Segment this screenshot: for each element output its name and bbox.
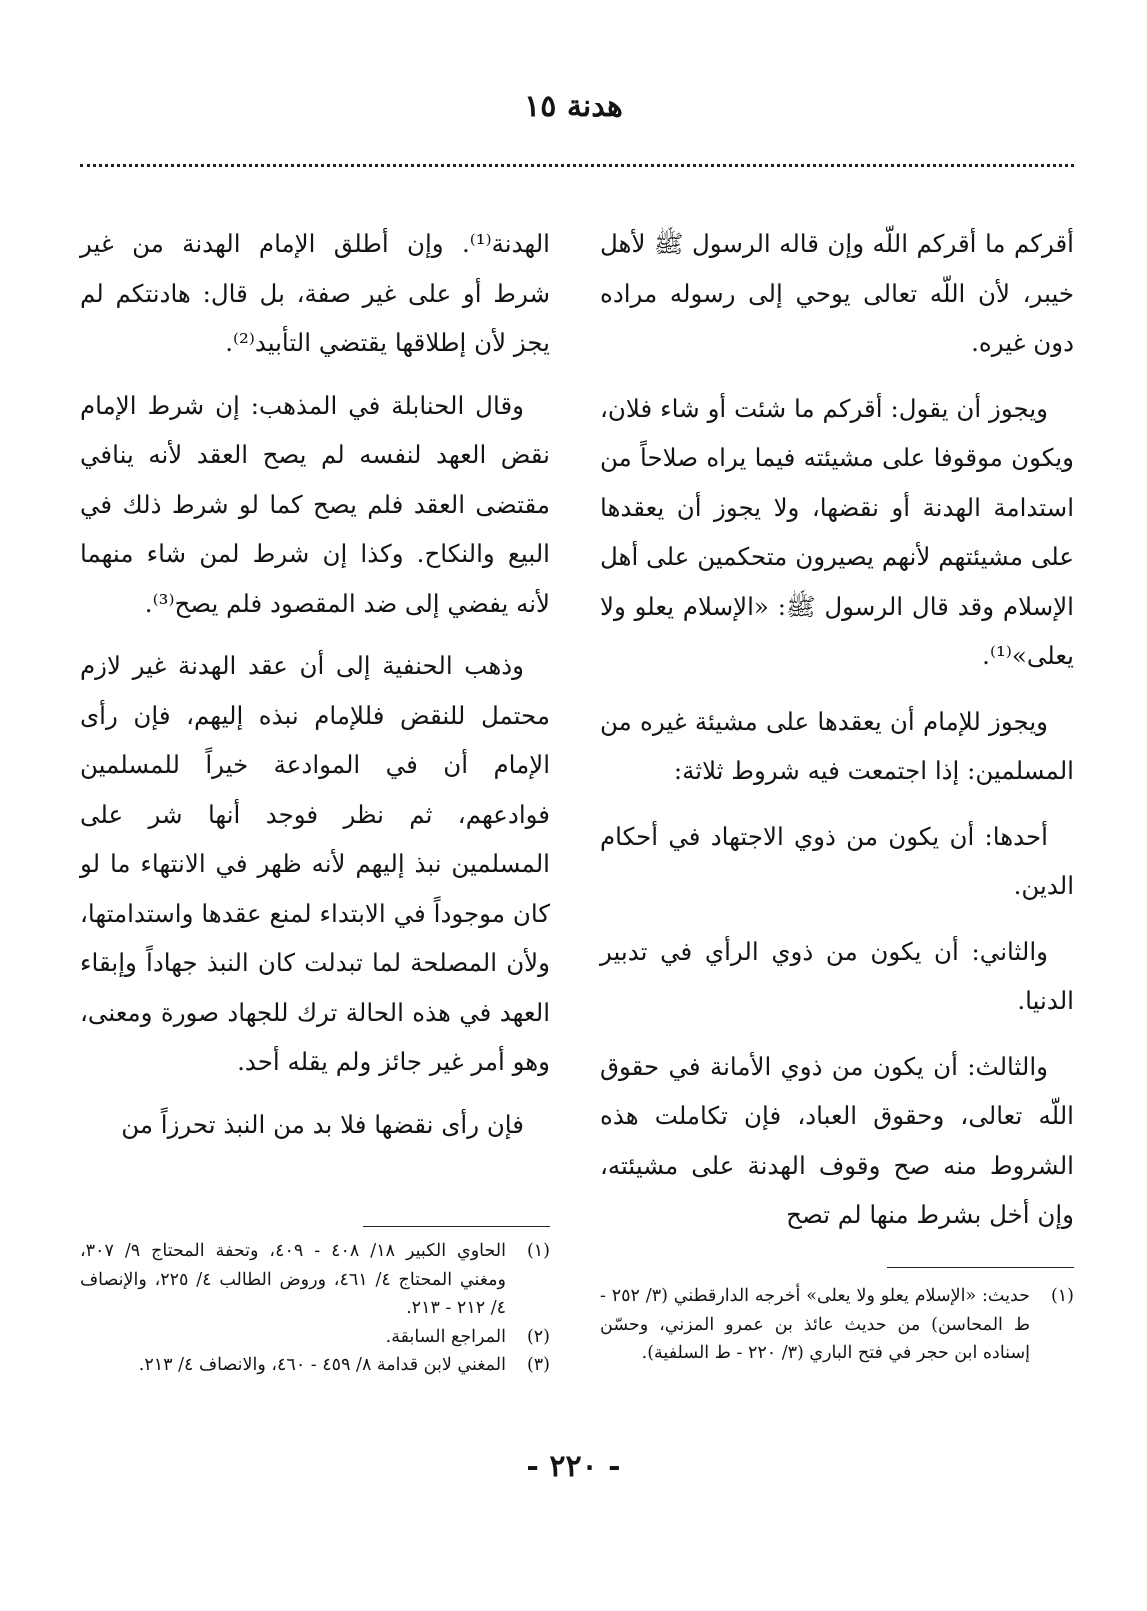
left-paragraph-4: فإن رأى نقضها فلا بد من النبذ تحرزاً من [121,1109,524,1139]
footnote-number: (١) [526,1241,550,1261]
left-column [80,219,550,1162]
footnote [600,1282,1074,1368]
footnote [80,1323,550,1352]
right-paragraph-1: أقركم ما أقركم اللّه وإن قاله الرسول ﷺ لأهل خيبر، لأن اللّه تعالى يوحي إلى رسوله مراده دون غيره. [600,229,1074,357]
footnote-text: حديث: «الإسلام يعلو ولا يعلى» أخرجه الدارقطني (٣/ ٢٥٢ - ط المحاسن) من حديث عائذ بن عمرو المزني، وحسّن إسناده ابن حجر في فتح الباري (٣/ ٢٢٠ - ط السلفية). [600,1286,1030,1363]
footnote-number: (٣) [526,1355,550,1375]
right-paragraph-6: والثالث: أن يكون من ذوي الأمانة في حقوق اللّه تعالى، وحقوق العباد، فإن تكاملت هذه الشروط منه صح وقوف الهدنة على مشيئته، وإن أخل بشرط منها لم تصح [600,1051,1074,1229]
footnote [80,1351,550,1380]
footnote-number: (٢) [526,1326,550,1347]
right-paragraph-2: ويجوز أن يقول: أقركم ما شئت أو شاء فلان، ويكون موقوفا على مشيئته فيما يراه صلاحاً من استدامة الهدنة أو نقضها، ولا يجوز أن يعقدها على مشيئتهم لأنهم يصيرون متحكمين على أهل الإسلام وقد قال الرسول ﷺ: «الإسلام يعلو ولا يعلى»⁽¹⁾. [600,393,1074,670]
footnote [80,1237,550,1323]
right-footnotes [600,1282,1074,1368]
left-footnotes [80,1237,550,1380]
right-paragraph-5: والثاني: أن يكون من ذوي الرأي في تدبير الدنيا. [600,936,1074,1015]
right-paragraph-4: أحدها: أن يكون من ذوي الاجتهاد في أحكام الدين. [600,821,1074,900]
left-paragraph-3: وذهب الحنفية إلى أن عقد الهدنة غير لازم محتمل للنقض فللإمام نبذه إليهم، فإن رأى الإمام أن في الموادعة خيراً للمسلمين فوادعهم، ثم نظر فوجد أنها شر على المسلمين نبذ إليهم لأنه ظهر في الانتهاء ما لو كان موجوداً في الابتداء لمنع عقدها واستدامتها، ولأن المصلحة لما تبدلت كان النبذ جهاداً وإبقاء العهد في هذه الحالة ترك للجهاد صورة ومعنى، وهو أمر غير جائز ولم يقله أحد. [80,651,550,1076]
page-number: - ٢٢٠ - [526,1449,621,1484]
left-paragraph-2: وقال الحنابلة في المذهب: إن شرط الإمام نقض العهد لنفسه لم يصح العقد لأنه ينافي مقتضى العقد فلم يصح كما لو شرط ذلك في البيع والنكاح. وكذا إن شرط لمن شاء منهما لأنه يفضي إلى ضد المقصود فلم يصح⁽³⁾. [80,390,550,618]
left-footnote-divider [363,1226,550,1227]
page-title: هدنة ١٥ [524,89,623,124]
right-column [600,219,1074,1256]
footnote-text: المراجع السابقة. [385,1326,506,1347]
footnote-text: المغني لابن قدامة ٨/ ٤٥٩ - ٤٦٠، والانصاف ٤/ ٢١٣. [138,1355,506,1375]
header-dotted-divider [80,164,1074,167]
right-footnote-divider [887,1267,1074,1268]
footnote-text: الحاوي الكبير ١٨/ ٤٠٨ - ٤٠٩، وتحفة المحتاج ٩/ ٣٠٧، ومغني المحتاج ٤/ ٤٦١، وروض الطالب ٤/ ٢٢٥، والإنصاف ٤/ ٢١٢ - ٢١٣. [80,1241,506,1318]
left-paragraph-1: الهدنة⁽¹⁾. وإن أطلق الإمام الهدنة من غير شرط أو على غير صفة، بل قال: هادنتكم لم يجز لأن إطلاقها يقتضي التأبيد⁽²⁾. [80,229,550,357]
footnote-number: (١) [1050,1286,1074,1306]
right-paragraph-3: ويجوز للإمام أن يعقدها على مشيئة غيره من المسلمين: إذا اجتمعت فيه شروط ثلاثة: [600,706,1074,785]
